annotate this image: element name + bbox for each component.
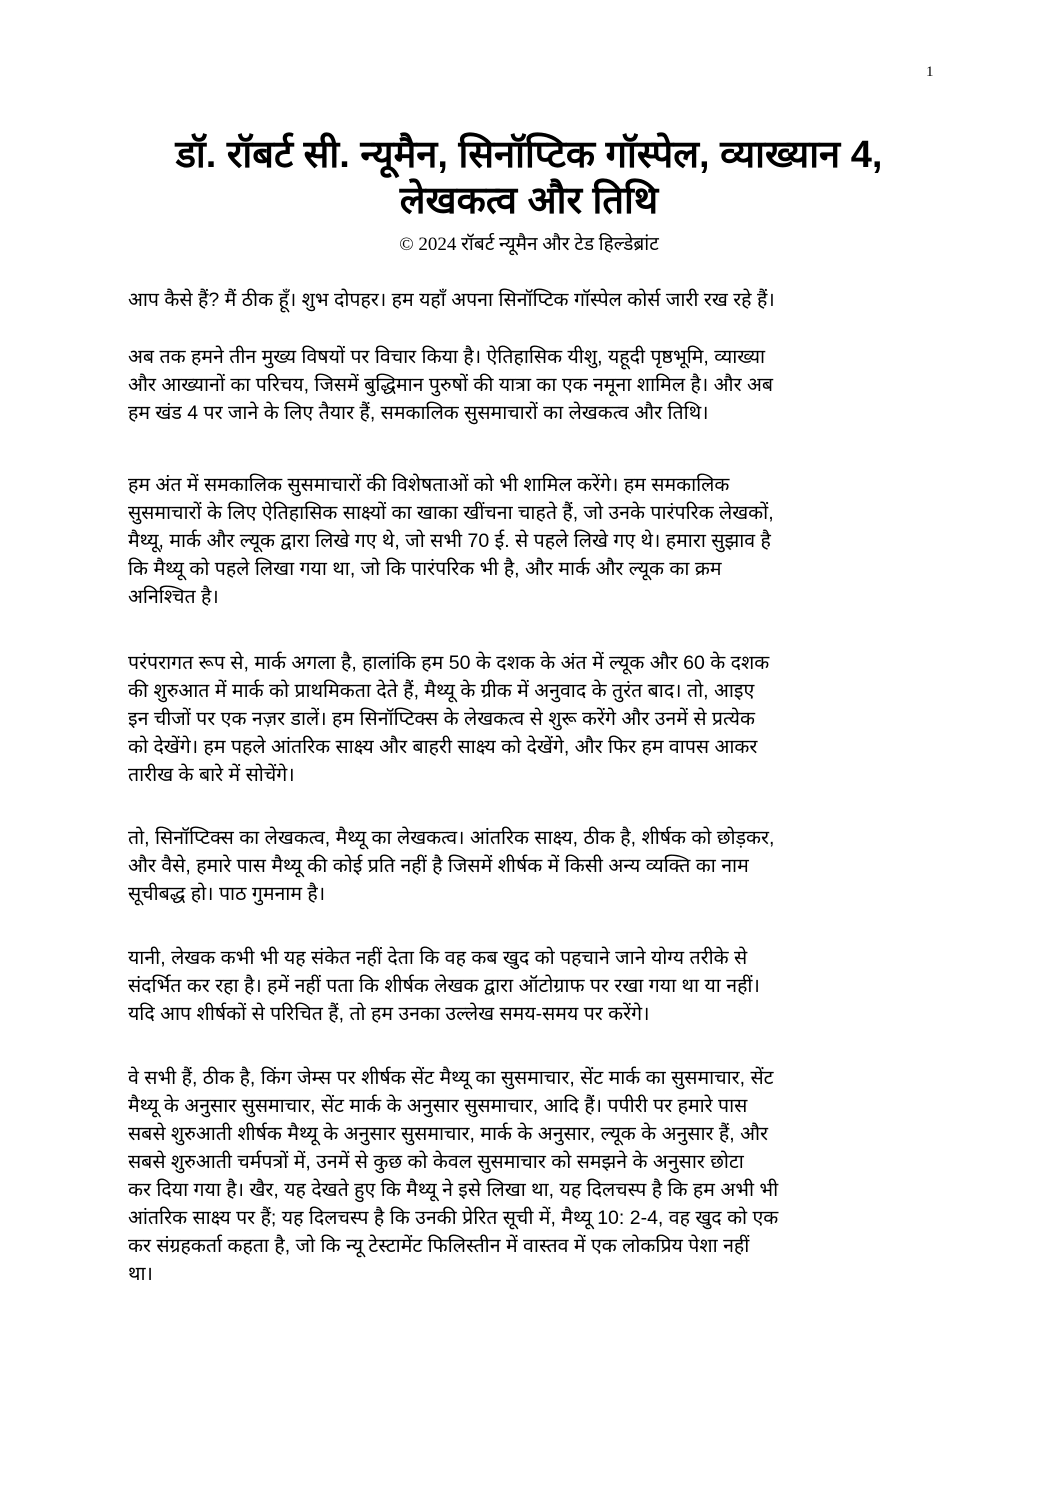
paragraph-line: कर दिया गया है। खैर, यह देखते हुए कि मैथ्यू ने इसे लिखा था, यह दिलचस्प है कि हम अभी भी — [128, 1179, 779, 1201]
paragraph — [128, 1064, 948, 1288]
paragraph — [128, 471, 948, 611]
paragraph-line: तारीख के बारे में सोचेंगे। — [128, 764, 295, 786]
paragraph-line: की शुरुआत में मार्क को प्राथमिकता देते हैं, मैथ्यू के ग्रीक में अनुवाद के तुरंत बाद। तो, आइए — [128, 680, 755, 702]
paragraph — [128, 649, 948, 789]
paragraph-line: कि मैथ्यू को पहले लिखा गया था, जो कि पारंपरिक भी है, और मार्क और ल्यूक का क्रम — [128, 558, 722, 580]
paragraph-line: सबसे शुरुआती चर्मपत्रों में, उनमें से कुछ को केवल सुसमाचार को समझने के अनुसार छोटा — [128, 1151, 744, 1173]
paragraph-line: कर संग्रहकर्ता कहता है, जो कि न्यू टेस्टामेंट फिलिस्तीन में वास्तव में एक लोकप्रिय पेशा नहीं — [128, 1235, 750, 1257]
paragraph — [128, 343, 948, 427]
paragraph-line: और आख्यानों का परिचय, जिसमें बुद्धिमान पुरुषों की यात्रा का एक नमूना शामिल है। और अब — [128, 374, 774, 396]
paragraph-line: को देखेंगे। हम पहले आंतरिक साक्ष्य और बाहरी साक्ष्य को देखेंगे, और फिर हम वापस आकर — [128, 736, 758, 758]
paragraph-line: संदर्भित कर रहा है। हमें नहीं पता कि शीर्षक लेखक द्वारा ऑटोग्राफ पर रखा गया था या नहीं। — [128, 975, 760, 997]
paragraph-line: हम अंत में समकालिक सुसमाचारों की विशेषताओं को भी शामिल करेंगे। हम समकालिक — [128, 474, 730, 496]
copyright-line: © 2024 रॉबर्ट न्यूमैन और टेड हिल्डेब्रांट — [399, 234, 659, 255]
paragraph — [128, 824, 948, 908]
paragraph-line: यानी, लेखक कभी भी यह संकेत नहीं देता कि वह कब खुद को पहचाने जाने योग्य तरीके से — [128, 947, 748, 969]
paragraph-line: था। — [128, 1263, 153, 1285]
paragraph-line: सबसे शुरुआती शीर्षक मैथ्यू के अनुसार सुसमाचार, मार्क के अनुसार, ल्यूक के अनुसार हैं, और — [128, 1123, 769, 1145]
paragraph-line: तो, सिनॉप्टिक्स का लेखकत्व, मैथ्यू का लेखकत्व। आंतरिक साक्ष्य, ठीक है, शीर्षक को छोड़कर, — [128, 827, 775, 849]
paragraph-line: हम खंड 4 पर जाने के लिए तैयार हैं, समकालिक सुसमाचारों का लेखकत्व और तिथि। — [128, 402, 709, 424]
paragraph-line: सूचीबद्ध हो। पाठ गुमनाम है। — [128, 883, 326, 905]
paragraph — [128, 286, 948, 314]
paragraph-line: आंतरिक साक्ष्य पर हैं; यह दिलचस्प है कि उनकी प्रेरित सूची में, मैथ्यू 10: 2-4, वह खुद को एक — [128, 1207, 779, 1229]
title-line: लेखकत्व और तिथि — [399, 180, 659, 222]
paragraph-line: और वैसे, हमारे पास मैथ्यू की कोई प्रति नहीं है जिसमें शीर्षक में किसी अन्य व्यक्ति का नाम — [128, 855, 749, 877]
paragraph-line: वे सभी हैं, ठीक है, किंग जेम्स पर शीर्षक सेंट मैथ्यू का सुसमाचार, सेंट मार्क का सुसमाचार, सेंट — [128, 1067, 774, 1089]
paragraph-line: इन चीजों पर एक नज़र डालें। हम सिनॉप्टिक्स के लेखकत्व से शुरू करेंगे और उनमें से प्रत्येक — [128, 708, 755, 730]
paragraph-line: मैथ्यू के अनुसार सुसमाचार, सेंट मार्क के अनुसार सुसमाचार, आदि हैं। पपीरी पर हमारे पास — [128, 1095, 748, 1117]
paragraph-line: अब तक हमने तीन मुख्य विषयों पर विचार किया है। ऐतिहासिक यीशु, यहूदी पृष्ठभूमि, व्याख्या — [128, 346, 766, 368]
paragraph-line: आप कैसे हैं? मैं ठीक हूँ। शुभ दोपहर। हम यहाँ अपना सिनॉप्टिक गॉस्पेल कोर्स जारी रख रहे हैं। — [128, 289, 775, 311]
paragraph-line: सुसमाचारों के लिए ऐतिहासिक साक्ष्यों का खाका खींचना चाहते हैं, जो उनके पारंपरिक लेखकों, — [128, 502, 774, 524]
page-number: 1 — [926, 64, 934, 80]
paragraph-line: परंपरागत रूप से, मार्क अगला है, हालांकि हम 50 के दशक के अंत में ल्यूक और 60 के दशक — [128, 652, 770, 674]
paragraph-line: अनिश्चित है। — [128, 586, 219, 608]
paragraph — [128, 944, 948, 1028]
title-line: डॉ. रॉबर्ट सी. न्यूमैन, सिनॉप्टिक गॉस्पेल, व्याख्यान 4, — [175, 134, 883, 176]
document-title — [60, 132, 998, 224]
paragraph-line: यदि आप शीर्षकों से परिचित हैं, तो हम उनका उल्लेख समय-समय पर करेंगे। — [128, 1003, 650, 1025]
paragraph-line: मैथ्यू, मार्क और ल्यूक द्वारा लिखे गए थे, जो सभी 70 ई. से पहले लिखे गए थे। हमारा सुझाव है — [128, 530, 771, 552]
